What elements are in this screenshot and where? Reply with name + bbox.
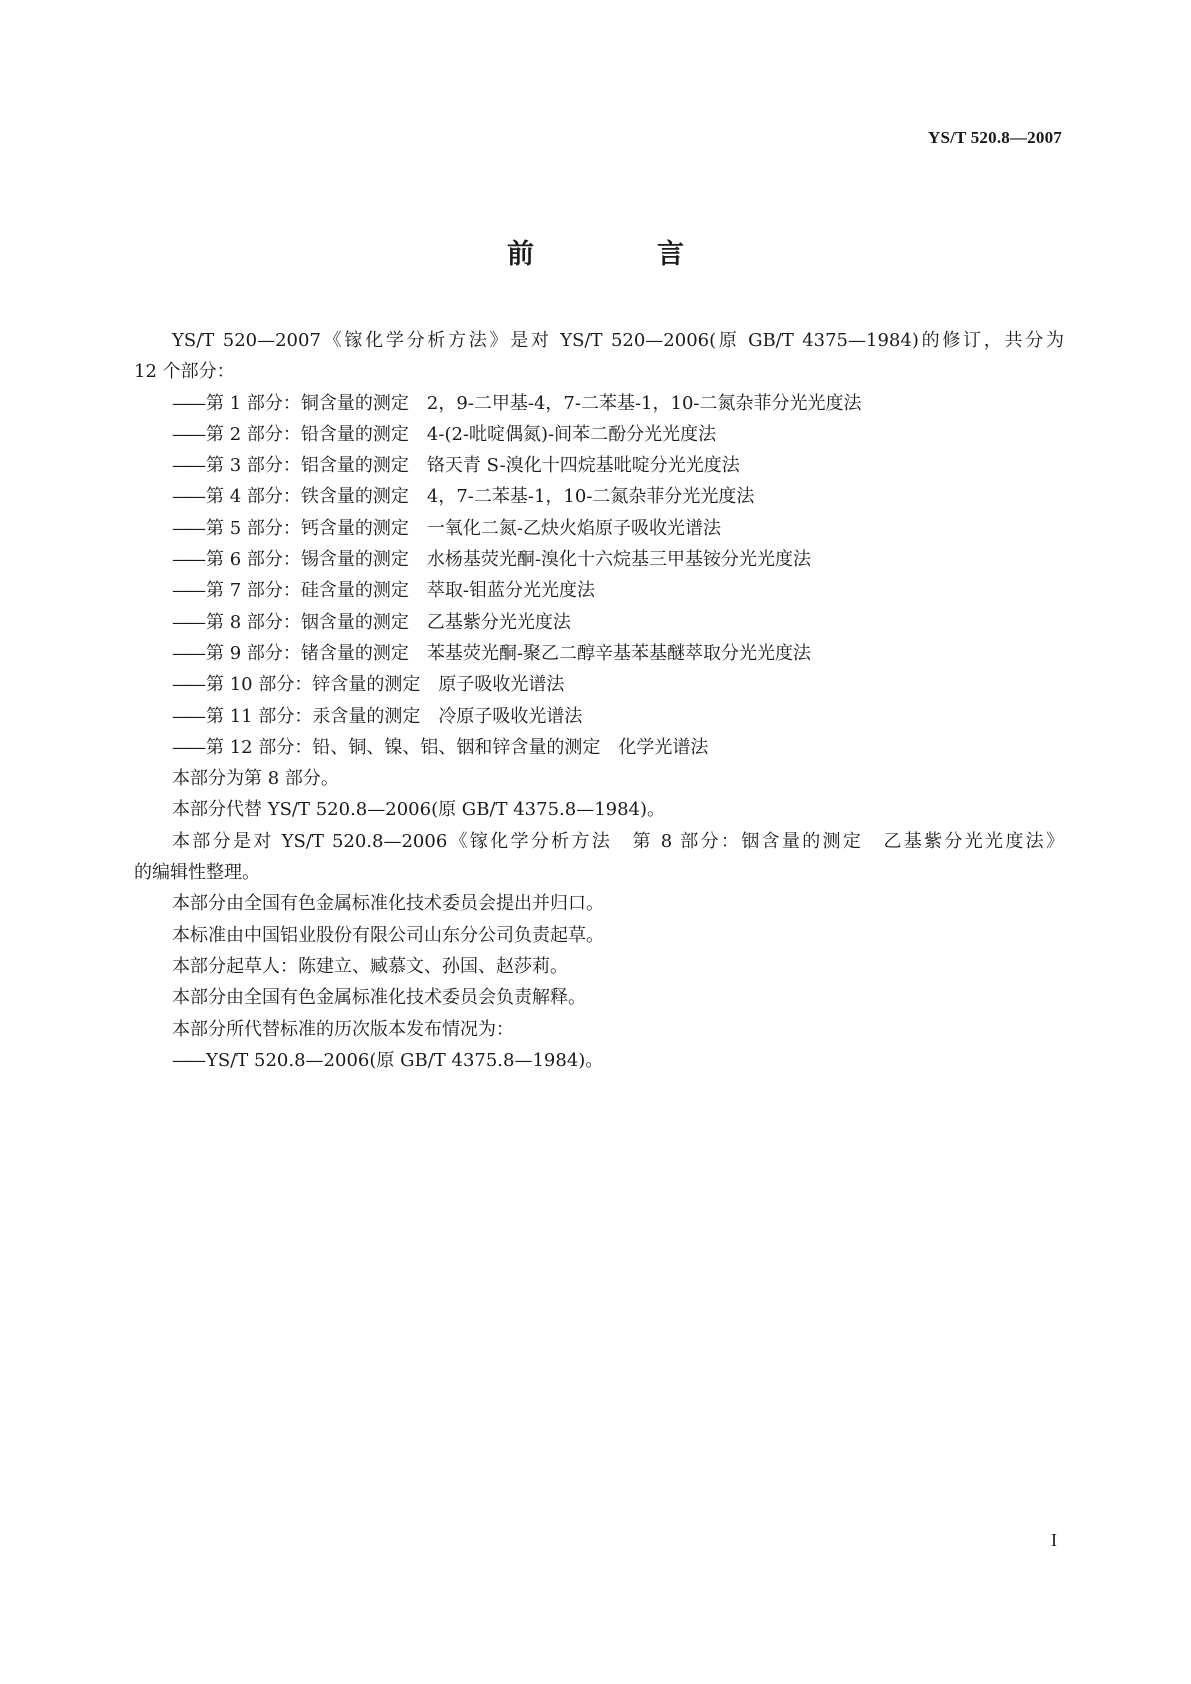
part-label: 第 3 部分：铝含量的测定	[206, 455, 409, 477]
list-dash: ——	[172, 517, 204, 539]
statement-replaces: 本部分代替 YS/T 520.8—2006(原 GB/T 4375.8—1984)。	[172, 799, 666, 821]
part-label: 第 2 部分：铅含量的测定	[206, 423, 409, 445]
part-method: 苯基荧光酮-聚乙二醇辛基苯基醚萃取分光光度法	[426, 642, 811, 664]
statement-drafted-by: 本标准由中国铝业股份有限公司山东分公司负责起草。	[172, 924, 604, 946]
part-item	[134, 732, 1064, 763]
part-item	[134, 544, 1064, 575]
part-method: 4，7-二苯基-1，10-二氮杂菲分光光度法	[426, 486, 755, 508]
part-label: 第 4 部分：铁含量的测定	[206, 486, 409, 508]
part-label: 第 5 部分：钙含量的测定	[206, 517, 409, 539]
part-label: 第 8 部分：铟含量的测定	[206, 611, 409, 633]
intro-line-1: YS/T 520—2007《镓化学分析方法》是对 YS/T 520—2006(原 GB/T 4375—1984)的修订，共分为	[172, 330, 1064, 351]
part-label: 第 11 部分：汞含量的测定	[206, 705, 421, 727]
statement-drafters: 本部分起草人：陈建立、臧慕文、孙国、赵莎莉。	[172, 955, 568, 977]
foreword-body	[134, 325, 1064, 1076]
part-method: 化学光谱法	[618, 736, 709, 758]
part-item	[134, 638, 1064, 669]
part-item	[134, 388, 1064, 419]
part-item	[134, 481, 1064, 512]
history-item-text: YS/T 520.8—2006(原 GB/T 4375.8—1984)。	[206, 1049, 604, 1071]
list-dash: ——	[172, 423, 204, 445]
statement-interpreted-by: 本部分由全国有色金属标准化技术委员会负责解释。	[172, 987, 586, 1009]
list-dash: ——	[172, 611, 204, 633]
part-item	[134, 419, 1064, 450]
part-label: 第 7 部分：硅含量的测定	[206, 580, 409, 602]
part-method: 冷原子吸收光谱法	[438, 705, 583, 727]
list-dash: ——	[172, 736, 204, 758]
part-label: 第 6 部分：锡含量的测定	[206, 549, 409, 571]
part-item	[134, 669, 1064, 700]
statement-revision-line-1: 本部分是对 YS/T 520.8—2006《镓化学分析方法 第 8 部分：铟含量的测定 乙基紫分光光度法》	[172, 830, 1064, 852]
part-method: 乙基紫分光光度法	[426, 611, 571, 633]
page-number: I	[1051, 1530, 1057, 1550]
part-method: 4-(2-吡啶偶氮)-间苯二酚分光光度法	[426, 423, 717, 445]
part-label: 第 10 部分：锌含量的测定	[206, 674, 421, 696]
part-method: 铬天青 S-溴化十四烷基吡啶分光光度法	[426, 455, 740, 477]
statement-revision-line-2: 的编辑性整理。	[134, 862, 260, 884]
list-dash: ——	[172, 392, 204, 414]
list-dash: ——	[172, 580, 204, 602]
statement-is-part: 本部分为第 8 部分。	[172, 768, 339, 790]
list-dash: ——	[172, 486, 204, 508]
statement-proposed-by: 本部分由全国有色金属标准化技术委员会提出并归口。	[172, 893, 604, 915]
list-dash: ——	[172, 1049, 204, 1071]
intro-line-2: 12 个部分：	[134, 361, 235, 383]
part-method: 萃取-钼蓝分光光度法	[426, 580, 595, 602]
part-item	[134, 575, 1064, 606]
part-method: 水杨基荧光酮-溴化十六烷基三甲基铵分光光度法	[426, 549, 811, 571]
part-label: 第 9 部分：锗含量的测定	[206, 642, 409, 664]
list-dash: ——	[172, 455, 204, 477]
statement-history-intro: 本部分所代替标准的历次版本发布情况为：	[172, 1018, 514, 1040]
part-method: 一氧化二氮-乙炔火焰原子吸收光谱法	[426, 517, 721, 539]
page-title: 前 言	[507, 239, 732, 270]
part-label: 第 12 部分：铅、铜、镍、铝、铟和锌含量的测定	[206, 736, 601, 758]
part-method: 原子吸收光谱法	[438, 674, 565, 696]
list-dash: ——	[172, 549, 204, 571]
list-dash: ——	[172, 705, 204, 727]
part-item	[134, 607, 1064, 638]
part-method: 2，9-二甲基-4，7-二苯基-1，10-二氮杂菲分光光度法	[426, 392, 862, 414]
part-item	[134, 513, 1064, 544]
part-item	[134, 701, 1064, 732]
part-label: 第 1 部分：铜含量的测定	[206, 392, 409, 414]
history-item	[134, 1045, 1064, 1076]
list-dash: ——	[172, 674, 204, 696]
list-dash: ——	[172, 642, 204, 664]
standard-code: YS/T 520.8—2007	[928, 128, 1062, 147]
part-item	[134, 450, 1064, 481]
